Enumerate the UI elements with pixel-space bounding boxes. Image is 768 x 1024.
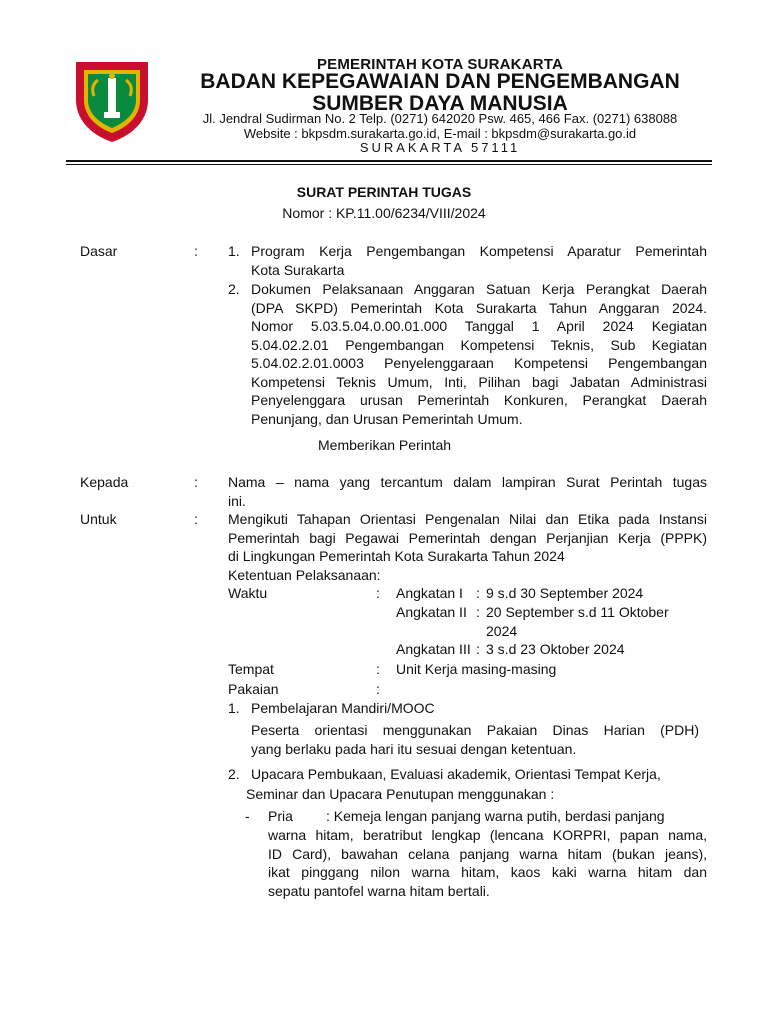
untuk-line: Mengikuti Tahapan Orientasi Pengenalan Nilai dan Etika pada Instansi: [228, 511, 707, 527]
waktu-label: Waktu: [228, 585, 268, 601]
dasar-label: Dasar: [80, 243, 118, 259]
angkatan-1-colon: :: [476, 585, 480, 601]
pakaian-item-1-line: yang berlaku pada hari itu sesuai dengan ketentuan.: [251, 740, 577, 757]
pakaian-colon: :: [376, 681, 380, 697]
city-seal-icon: [68, 56, 156, 144]
city-seal-logo: [68, 56, 156, 144]
kepada-label: Kepada: [80, 474, 129, 490]
pakaian-item-2-line: Seminar dan Upacara Penutupan menggunakan :: [246, 786, 555, 802]
dasar-item-2: [251, 280, 707, 428]
pria-label: Pria: [268, 808, 293, 824]
letterhead-government: PEMERINTAH KOTA SURAKARTA: [316, 56, 564, 73]
untuk-colon: :: [194, 511, 198, 527]
angkatan-3-value: 3 s.d 23 Oktober 2024: [486, 641, 625, 657]
pria-line: sepatu pantofel warna hitam bertali.: [268, 882, 490, 899]
kepada-colon: :: [194, 474, 198, 490]
angkatan-3-label: Angkatan III: [396, 641, 471, 657]
kepada-line: Nama – nama yang tercantum dalam lampiran Surat Perintah tugas: [228, 474, 707, 490]
pakaian-label: Pakaian: [228, 681, 279, 697]
angkatan-1-label: Angkatan I: [396, 585, 463, 601]
pria-dash: -: [245, 808, 250, 824]
seal-tower: [108, 78, 116, 116]
letterhead-divider-thin: [66, 164, 712, 165]
memberikan-perintah-heading: Memberikan Perintah: [318, 437, 452, 453]
pakaian-item-1-line: Peserta orientasi menggunakan Pakaian Dinas Harian (PDH): [251, 722, 699, 738]
dasar-item-2-line: 5.04.02.2.01 Pengembangan Kompetensi Teknis, Sub Kegiatan: [251, 336, 707, 353]
pria-line: warna hitam, beratribut lengkap (lencana KORPRI, papan nama,: [268, 827, 707, 843]
dasar-item-1: [251, 242, 707, 279]
ketentuan-pelaksanaan: Ketentuan Pelaksanaan:: [228, 566, 381, 583]
dasar-item-1-line: Program Kerja Pengembangan Kompetensi Aparatur Pemerintah: [251, 243, 707, 259]
angkatan-2-label: Angkatan II: [396, 604, 467, 620]
pakaian-item-2-title: Upacara Pembukaan, Evaluasi akademik, Orientasi Tempat Kerja,: [251, 766, 661, 782]
pakaian-item-2-num: 2.: [228, 766, 240, 782]
dasar-item-2-line: Dokumen Pelaksanaan Anggaran Satuan Kerja Perangkat Daerah: [251, 281, 707, 297]
letterhead-agency-line2: SUMBER DAYA MANUSIA: [312, 92, 568, 115]
pria-line: ID Card), bawahan celana panjang warna hitam (bukan jeans),: [268, 845, 707, 862]
dasar-item-1-line: Kota Surakarta: [251, 261, 345, 278]
untuk-label: Untuk: [80, 511, 117, 527]
angkatan-3-colon: :: [476, 641, 480, 657]
letterhead-website: Website : bkpsdm.surakarta.go.id, E-mail : bkpsdm@surakarta.go.id: [243, 126, 637, 141]
pria-content: [268, 826, 707, 900]
angkatan-2-colon: :: [476, 604, 480, 620]
tempat-label: Tempat: [228, 661, 274, 677]
tempat-value: Unit Kerja masing-masing: [396, 661, 557, 677]
pakaian-item-1-num: 1.: [228, 700, 240, 716]
letterhead-agency-line1: BADAN KEPEGAWAIAN DAN PENGEMBANGAN: [200, 70, 680, 93]
untuk-content: [228, 510, 707, 584]
dasar-item-2-line: (DPA SKPD) Pemerintah Kota Surakarta Tahun Anggaran 2024.: [251, 299, 707, 316]
dasar-item-2-num: 2.: [228, 281, 240, 297]
untuk-line: Pemerintah bagi Pegawai Pemerintah dengan Perjanjian Kerja (PPPK): [228, 529, 707, 546]
tempat-colon: :: [376, 661, 380, 677]
dasar-item-2-line: Nomor 5.03.5.04.0.00.01.000 Tanggal 1 April 2024 Kegiatan: [251, 318, 707, 334]
document-title: SURAT PERINTAH TUGAS: [296, 184, 472, 200]
kepada-content: [228, 473, 707, 510]
dasar-item-2-line: Penunjang, dan Urusan Pemerintah Umum.: [251, 410, 523, 427]
document-number: Nomor : KP.11.00/6234/VIII/2024: [282, 205, 486, 221]
letterhead-address: Jl. Jendral Sudirman No. 2 Telp. (0271) 642020 Psw. 465, 466 Fax. (0271) 638088: [202, 111, 678, 126]
dasar-colon: :: [194, 243, 198, 259]
pakaian-item-1-title: Pembelajaran Mandiri/MOOC: [251, 700, 435, 716]
dasar-item-1-num: 1.: [228, 243, 240, 259]
letterhead-city: SURAKARTA 57111: [359, 140, 521, 155]
pria-line: ikat pinggang nilon warna hitam, kaos kaki warna hitam dan: [268, 864, 707, 880]
kepada-line: ini.: [228, 492, 246, 509]
seal-tower-base: [104, 112, 120, 118]
dasar-item-2-line: 5.04.02.2.01.0003 Penyelenggaraan Kompetensi Pengembangan: [251, 355, 707, 371]
pria-first-line: : Kemeja lengan panjang warna putih, berdasi panjang: [326, 808, 665, 824]
angkatan-1-value: 9 s.d 30 September 2024: [486, 585, 644, 601]
letterhead-divider-thick: [66, 160, 712, 162]
pakaian-item-1-content: [251, 721, 699, 758]
waktu-colon: :: [376, 585, 380, 601]
angkatan-2-value-cont: 2024: [486, 623, 518, 639]
angkatan-2-value: 20 September s.d 11 Oktober: [486, 604, 669, 620]
dasar-item-2-line: Kompetensi Teknis Umum, Inti, Pilihan bagi Jabatan Administrasi: [251, 373, 707, 390]
seal-star: [109, 73, 115, 79]
untuk-line: di Lingkungan Pemerintah Kota Surakarta Tahun 2024: [228, 548, 565, 564]
dasar-item-2-line: Penyelenggara urusan Pemerintah Konkuren, Perangkat Daerah: [251, 392, 707, 408]
